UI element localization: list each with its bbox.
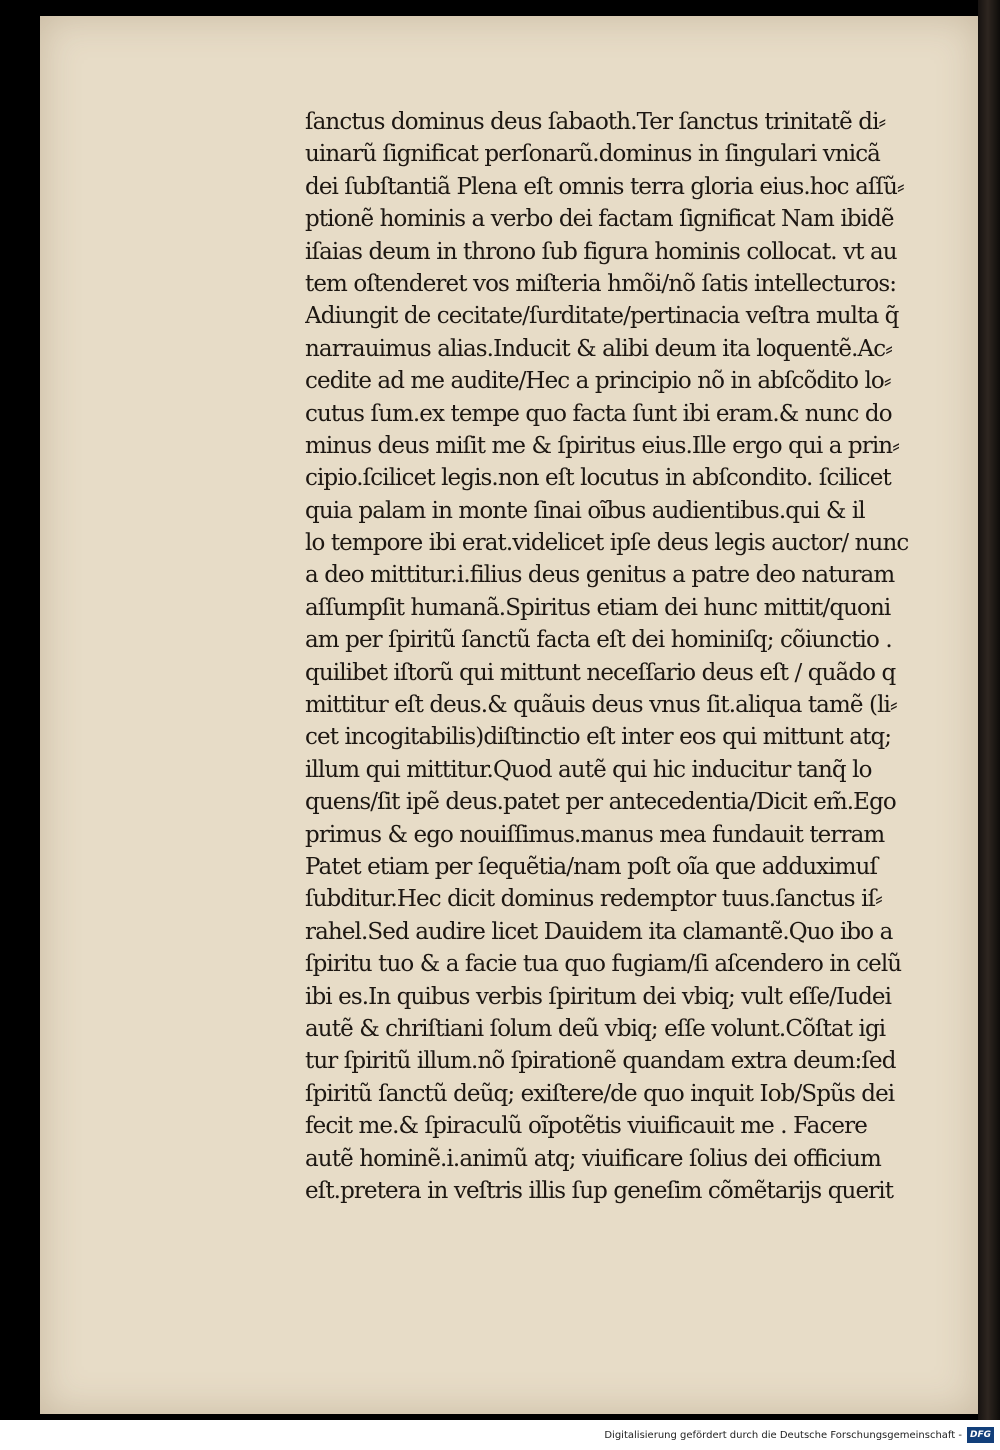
text-line: eſt.pretera in veſtris illis ſup geneſim cõmẽtarijs querit [305, 1177, 894, 1204]
text-line: Adiungit de cecitate/ſurditate/pertinacia veſtra multa q̃ [305, 303, 899, 330]
text-line: cet incogitabilis)diſtinctio eſt inter eos qui mittunt atq; [305, 724, 892, 751]
text-line: am per ſpiritũ ſanctũ facta eſt dei hominiſq; cõiunctio . [305, 627, 892, 654]
text-line: cutus ſum.ex tempe quo facta ſunt ibi eram.& nunc do [305, 400, 892, 427]
text-line: a deo mittitur.i.filius deus genitus a patre deo naturam [305, 562, 895, 589]
text-line: ibi es.In quibus verbis ſpiritum dei vbiq; vult eſſe/Iudei [305, 983, 892, 1010]
text-line: cedite ad me audite/Hec a principio nõ in abſcõdito lo⸗ [305, 368, 891, 395]
text-line: quia palam in monte ſinai oĩbus audientibus.qui & il [305, 497, 865, 524]
text-line: ſanctus dominus deus ſabaoth.Ter ſanctus trinitatẽ di⸗ [305, 109, 886, 135]
text-line: narrauimus alias.Inducit & alibi deum ita loquentẽ.Ac⸗ [305, 335, 892, 362]
text-line: primus & ego nouiſſimus.manus mea fundauit terram [305, 821, 885, 848]
text-line: iſaias deum in throno ſub figura hominis collocat. vt au [305, 238, 897, 265]
text-line: ſpiritu tuo & a facie tua quo fugiam/ſi aſcendero in celũ [305, 951, 902, 978]
text-line: ptionẽ hominis a verbo dei factam ſignificat Nam ibidẽ [305, 206, 894, 233]
text-line: ſpiritũ ſanctũ deũq; exiſtere/de quo inquit Iob/Spũs dei [305, 1080, 895, 1107]
dfg-logo: DFG [967, 1427, 994, 1443]
text-line: rahel.Sed audire licet Dauidem ita clamantẽ.Quo ibo a [305, 918, 893, 945]
text-line: mittitur eſt deus.& quãuis deus vnus ſit.aliqua tamẽ (li⸗ [305, 692, 897, 719]
text-line: dei ſubſtantiã Plena eſt omnis terra gloria eius.hoc aſſũ⸗ [305, 173, 904, 200]
footer-bar [0, 1420, 1000, 1450]
text-line: lo tempore ibi erat.videlicet ipſe deus legis auctor/ nunc [305, 530, 909, 557]
page-text [305, 106, 965, 1207]
funding-note: Digitalisierung gefördert durch die Deutsche Forschungsgemeinschaft - [604, 1430, 962, 1441]
text-line: cipio.ſcilicet legis.non eſt locutus in abſcondito. ſcilicet [305, 465, 891, 492]
text-line: tur ſpiritũ illum.nõ ſpirationẽ quandam extra deum:ſed [305, 1048, 896, 1075]
text-line: autẽ & chriſtiani ſolum deũ vbiq; eſſe volunt.Cõſtat igi [305, 1015, 886, 1042]
text-line: tem oſtenderet vos miſteria hmõi/nõ ſatis intellecturos: [305, 270, 897, 297]
text-line: autẽ hominẽ.i.animũ atq; viuificare ſolius dei officium [305, 1145, 881, 1172]
text-line: illum qui mittitur.Quod autẽ qui hic inducitur tanq̃ lo [305, 756, 872, 783]
text-line: Patet etiam per ſequẽtia/nam poſt oĩa que adduximuſ [305, 853, 878, 880]
text-line: uinarũ ſignificat perſonarũ.dominus in ſingulari vnicã [305, 141, 880, 168]
text-line: quens/ſit ipẽ deus.patet per antecedentia/Dicit em̃.Ego [305, 789, 896, 816]
text-line: minus deus miſit me & ſpiritus eius.Ille ergo qui a prin⸗ [305, 432, 899, 459]
book-spine [978, 0, 1000, 1420]
book-page [40, 16, 978, 1414]
text-line: aſſumpſit humanã.Spiritus etiam dei hunc mittit/quoni [305, 594, 891, 621]
text-line: quilibet iſtorũ qui mittunt neceſſario deus eſt / quãdo q [305, 659, 896, 686]
text-line: fecit me.& ſpiraculũ oĩpotẽtis viuificauit me . Facere [305, 1113, 867, 1140]
text-line: ſubditur.Hec dicit dominus redemptor tuus.ſanctus iſ⸗ [305, 886, 882, 913]
